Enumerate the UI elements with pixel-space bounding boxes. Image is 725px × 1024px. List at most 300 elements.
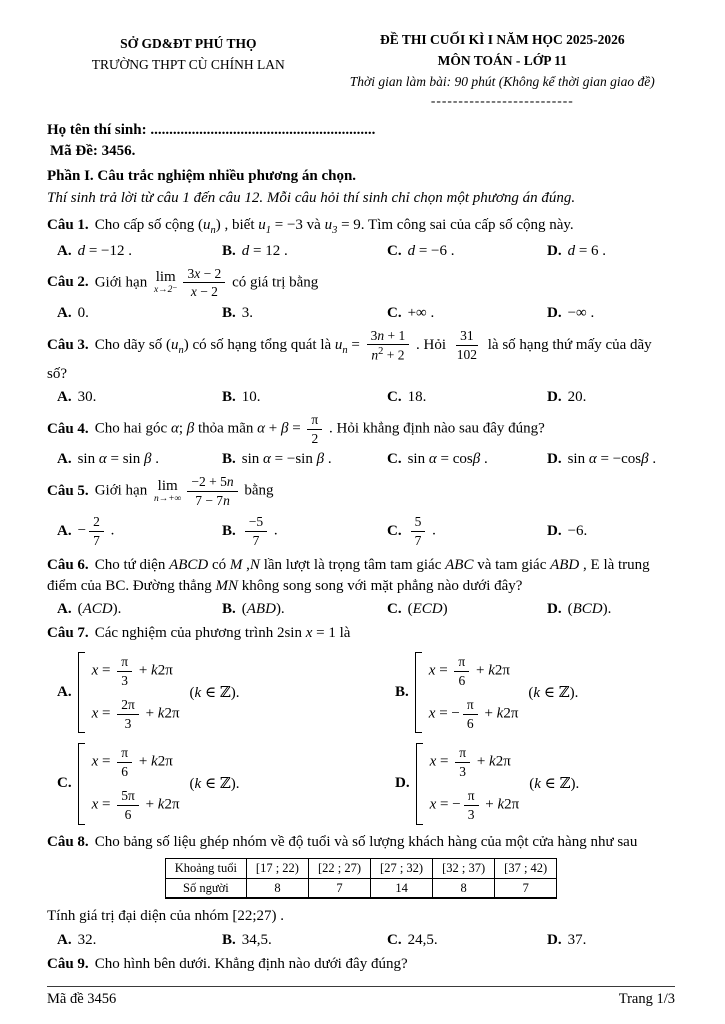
option-C — [387, 513, 547, 549]
text-run: sin — [77, 451, 99, 468]
text-run: . — [480, 451, 488, 468]
math-variable: α — [588, 451, 597, 468]
table-cell: 14 — [371, 878, 433, 898]
text-run: = −cos — [596, 451, 642, 468]
math-variable: MN — [215, 577, 239, 594]
option-B — [222, 513, 387, 549]
text-run: = 6 . — [575, 242, 607, 259]
text-run: = −3 và — [271, 216, 325, 233]
text-run: + — [472, 662, 489, 679]
text-run: = 12 . — [249, 242, 288, 259]
text-run: ). — [602, 601, 612, 618]
fraction-denominator — [463, 715, 478, 732]
option-C — [387, 305, 547, 322]
math-variable: d — [241, 242, 250, 259]
math-variable: β — [641, 451, 649, 468]
text-run: 3 — [124, 715, 132, 731]
math-variable: k — [194, 685, 202, 702]
fraction — [463, 697, 478, 731]
text-run: ) — [442, 601, 448, 618]
text-run: −6. — [567, 522, 588, 539]
math-variable: ABD — [550, 556, 580, 573]
section-1-title: Phần I. Câu trắc nghiệm nhiều phương án chọn. — [47, 168, 357, 185]
table-cell: 7 — [495, 878, 557, 898]
question-q7 — [47, 623, 675, 826]
text-run: 7 — [252, 532, 260, 548]
option-label: D. — [547, 304, 562, 321]
fraction-denominator — [249, 532, 264, 549]
text-run: , biết — [220, 216, 259, 233]
option-label: B. — [222, 242, 236, 259]
limit-subscript: n→+∞ — [153, 493, 182, 504]
math-variable: x — [91, 796, 99, 813]
text-run: = — [98, 796, 115, 813]
question-label: Câu 8. — [47, 833, 89, 850]
fraction — [455, 745, 470, 779]
question-label: Câu 5. — [47, 482, 89, 499]
text-run: + — [135, 753, 152, 770]
options-row — [47, 243, 675, 260]
math-variable: x — [91, 662, 99, 679]
text-run: = sin — [106, 451, 144, 468]
option-D — [547, 523, 675, 540]
option-C-case — [57, 741, 395, 826]
text-run: −2 + 5 — [191, 474, 227, 490]
text-run: 3 — [459, 763, 467, 779]
table-wrapper — [47, 858, 675, 900]
subscript: n — [210, 224, 216, 236]
math-variable: ECD — [412, 601, 443, 618]
math-variable: n — [226, 474, 234, 490]
options-row — [47, 513, 675, 549]
math-variable: n — [223, 492, 230, 508]
text-run: có số hạng tổng quát là — [188, 336, 335, 353]
equation-line — [430, 787, 520, 823]
text-run: π — [458, 654, 466, 670]
question-label: Câu 1. — [47, 216, 89, 233]
text-run: lần lượt là trọng tâm tam giác — [259, 556, 446, 573]
text-run: ∈ ℤ). — [540, 776, 580, 793]
fraction-numerator — [89, 514, 104, 532]
text-run: 6 — [124, 807, 132, 822]
text-run: 34,5. — [241, 931, 272, 948]
fraction-numerator — [245, 514, 267, 532]
math-variable: α — [170, 420, 179, 437]
table-row — [165, 878, 556, 898]
text-run: ( — [241, 601, 247, 618]
text-run: = −12 . — [85, 242, 133, 259]
text-run: − 2 — [200, 265, 222, 281]
text-run: = — [436, 753, 453, 770]
fraction-numerator — [455, 745, 470, 763]
math-variable: β — [186, 420, 195, 437]
math-variable: ACD — [82, 601, 113, 618]
text-run: = − — [436, 796, 461, 813]
math-variable: k — [157, 705, 165, 722]
option-B — [222, 601, 387, 618]
text-run: 31 — [460, 328, 474, 344]
fraction-denominator — [117, 763, 132, 780]
text-run: + — [481, 796, 498, 813]
fraction-denominator — [121, 715, 136, 732]
math-variable: k — [533, 685, 541, 702]
question-q6 — [47, 555, 675, 619]
text-run: . — [648, 451, 657, 468]
option-label: C. — [387, 522, 402, 539]
left-bracket — [416, 743, 423, 824]
text-run: 2π — [503, 705, 519, 722]
left-bracket — [78, 743, 85, 824]
question-prompt — [47, 954, 675, 975]
math-variable: k — [194, 776, 202, 793]
question-label: Câu 2. — [47, 274, 89, 290]
header-left-block — [47, 30, 330, 110]
math-variable: x — [429, 796, 437, 813]
fraction — [411, 514, 426, 548]
text-run: Cho hình bên dưới. Khẳng định nào dưới đây đúng? — [94, 955, 408, 972]
text-run: 2π — [504, 796, 520, 813]
text-run: + 2 — [383, 347, 405, 363]
fraction-numerator — [183, 266, 225, 284]
text-run: . — [151, 451, 159, 468]
text-run: là số hạng thứ mấy của dãy số? — [47, 336, 652, 383]
school-name: TRƯỜNG THPT CÙ CHÍNH LAN — [91, 56, 285, 72]
table-cell: [27 ; 32) — [371, 858, 433, 878]
fraction-numerator — [187, 474, 237, 492]
fraction — [245, 514, 267, 548]
option-label: C. — [387, 389, 402, 406]
fraction-denominator — [187, 283, 222, 300]
option-label: A. — [57, 304, 72, 321]
math-variable: u — [170, 336, 179, 353]
option-label: D. — [395, 775, 410, 792]
text-run: ( — [77, 601, 83, 618]
text-run: ( — [189, 685, 195, 702]
question-prompt — [47, 411, 675, 447]
text-run: , E là trung điểm của BC. Đường thẳng — [47, 556, 650, 594]
math-variable: u — [324, 216, 333, 233]
table-cell: 7 — [308, 878, 370, 898]
option-B — [222, 305, 387, 322]
options-row — [47, 601, 675, 618]
text-run: Cho tứ diện — [94, 556, 170, 573]
fraction — [117, 788, 139, 822]
math-variable: x — [91, 753, 99, 770]
text-run: + — [473, 753, 490, 770]
superscript: 2 — [378, 346, 384, 358]
text-run: + — [141, 796, 158, 813]
math-variable: x — [194, 265, 201, 281]
fraction-denominator — [411, 532, 426, 549]
text-run: 20. — [567, 389, 587, 406]
math-variable: d — [407, 242, 416, 259]
text-run: có — [208, 556, 230, 573]
text-run: + — [265, 420, 281, 437]
text-run: π — [311, 412, 319, 428]
option-label: A. — [57, 931, 72, 948]
text-run: 2π — [157, 753, 173, 770]
text-run: 6 — [121, 763, 129, 779]
option-label: C. — [387, 304, 402, 321]
fraction-numerator — [464, 788, 479, 806]
subscript: n — [178, 344, 184, 356]
math-variable: x — [305, 625, 313, 642]
text-run: ( — [567, 601, 573, 618]
text-run: , — [242, 556, 250, 573]
text-run: 102 — [456, 346, 478, 362]
math-variable: M — [229, 556, 243, 573]
fraction-denominator — [117, 672, 132, 689]
fraction — [453, 328, 481, 362]
text-run: Tính giá trị đại diện của nhóm [22;27) . — [47, 908, 285, 925]
option-label: D. — [547, 931, 562, 948]
text-run: 2 — [93, 514, 100, 530]
text-run: . Hỏi khẳng định nào sau đây đúng? — [325, 420, 545, 437]
table-cell: [17 ; 22) — [246, 858, 308, 878]
options-row — [47, 451, 675, 468]
text-run: 3 — [187, 265, 195, 281]
math-variable: β — [316, 451, 325, 468]
math-variable: k — [489, 753, 496, 770]
equation-stack — [424, 650, 519, 735]
text-run: = −sin — [270, 451, 317, 468]
exam-code-line: Mã Đề: 3456. — [50, 143, 136, 160]
options-row — [47, 305, 675, 322]
text-run: = − — [435, 705, 460, 722]
equation-line — [430, 744, 520, 780]
math-variable: β — [143, 451, 152, 468]
text-run: 37. — [567, 931, 587, 948]
table-row — [165, 858, 556, 878]
text-run: = — [288, 420, 305, 437]
text-run: ( — [407, 601, 413, 618]
limit-operator — [154, 479, 181, 505]
question-prompt — [47, 215, 675, 239]
option-C — [387, 451, 547, 468]
math-variable: ABD — [246, 601, 276, 618]
text-run: ( — [528, 685, 534, 702]
math-variable: k — [497, 796, 505, 813]
fraction — [464, 788, 479, 822]
footer-page-number: Trang 1/3 — [618, 991, 675, 1007]
text-run: ) — [215, 216, 221, 233]
math-variable: n — [377, 327, 385, 343]
text-run: = — [98, 662, 115, 679]
question-q3 — [47, 327, 675, 407]
fraction-denominator — [367, 345, 408, 363]
option-B — [222, 932, 387, 949]
text-run: ( — [198, 216, 204, 233]
fraction — [89, 514, 104, 548]
fraction-numerator — [411, 514, 426, 532]
math-variable: ABC — [445, 556, 474, 573]
math-variable: d — [77, 242, 86, 259]
subscript: 1 — [265, 224, 272, 236]
fraction — [307, 412, 322, 446]
text-run: − 2 — [196, 284, 218, 300]
equation-line — [429, 696, 519, 732]
option-label: C. — [387, 931, 402, 948]
text-run: Giới hạn — [94, 274, 151, 290]
text-run: thỏa mãn — [194, 420, 258, 437]
text-run: = −6 . — [415, 242, 455, 259]
question-label: Câu 6. — [47, 556, 89, 573]
text-run: bằng — [240, 482, 274, 499]
student-name-line: Họ tên thí sinh: ............................................................ — [47, 121, 376, 138]
option-label: C. — [387, 242, 402, 259]
exam-duration: Thời gian làm bài: 90 phút (Không kể thời gian giao đề) — [349, 73, 655, 89]
fraction-denominator — [121, 806, 136, 823]
option-C — [387, 243, 547, 260]
option-D — [547, 243, 675, 260]
text-run: = 9. Tìm công sai của cấp số cộng này. — [337, 216, 574, 233]
option-label: C. — [387, 451, 402, 468]
text-run: ). — [112, 601, 122, 618]
text-run: ∈ ℤ). — [201, 776, 240, 793]
text-run: ∈ ℤ). — [201, 685, 240, 702]
option-label: D. — [547, 601, 562, 618]
text-run: Cho cấp số cộng — [94, 216, 199, 233]
text-run: π — [459, 745, 467, 761]
fraction-denominator — [89, 532, 104, 549]
student-info — [47, 120, 675, 164]
frequency-table — [165, 858, 557, 900]
integer-domain-note — [190, 683, 240, 702]
question-label: Câu 4. — [47, 420, 89, 437]
option-label: D. — [547, 242, 562, 259]
option-A — [57, 513, 222, 549]
question-q5 — [47, 473, 675, 549]
question-q1 — [47, 215, 675, 260]
fraction-numerator — [454, 654, 469, 672]
text-run: 32. — [77, 931, 97, 948]
math-variable: BCD — [572, 601, 603, 618]
fraction — [367, 328, 410, 364]
math-variable: β — [472, 451, 481, 468]
text-run: . — [428, 522, 436, 539]
header-divider: -------------------------- — [430, 93, 574, 109]
math-variable: α — [428, 451, 437, 468]
text-run: = — [435, 662, 452, 679]
math-variable: k — [488, 662, 495, 679]
equation-stack — [87, 650, 180, 735]
text-run: 3 — [370, 327, 378, 343]
limit-subscript: x→2⁻ — [153, 284, 178, 295]
text-run: ∈ ℤ). — [540, 685, 579, 702]
option-C — [387, 601, 547, 618]
text-run: 5π — [121, 788, 135, 804]
option-label: D. — [547, 389, 562, 406]
text-run: 0. — [77, 304, 89, 321]
footer-exam-code: Mã đề 3456 — [47, 991, 117, 1007]
equation-stack — [425, 741, 520, 826]
equation-line — [92, 787, 180, 823]
text-run: Cho hai góc — [94, 420, 171, 437]
fraction-numerator — [307, 412, 322, 430]
fraction-numerator — [117, 788, 139, 806]
question-q4 — [47, 411, 675, 468]
text-run: = — [98, 753, 115, 770]
fraction — [117, 654, 132, 688]
question-q9 — [47, 954, 675, 975]
text-run: − — [77, 522, 87, 539]
text-run: π — [121, 745, 129, 761]
math-variable: k — [496, 705, 504, 722]
fraction-denominator — [453, 346, 481, 363]
text-run: +∞ . — [407, 304, 435, 321]
question-subtext — [47, 905, 675, 928]
text-run: Giới hạn — [94, 482, 151, 499]
text-run: Cho bảng số liệu ghép nhóm về độ tuổi và số lượng khách hàng của một cửa hàng như sau — [94, 833, 638, 850]
option-D — [547, 389, 675, 406]
question-prompt — [47, 555, 675, 598]
math-variable: n — [371, 347, 379, 363]
exam-header — [47, 30, 675, 110]
option-label: A. — [57, 684, 72, 701]
text-run: 7 — [414, 532, 422, 548]
text-run: 18. — [407, 389, 427, 406]
text-run: = 1 là — [312, 625, 351, 642]
table-cell: 8 — [433, 878, 495, 898]
text-run: 2 — [311, 430, 319, 446]
text-run: . — [106, 522, 115, 539]
fraction — [187, 474, 237, 508]
math-variable: α — [263, 451, 271, 468]
text-run: ( — [165, 336, 171, 353]
option-B-case — [395, 650, 675, 735]
text-run: ; — [178, 420, 187, 437]
text-run: . — [324, 451, 332, 468]
option-label: B. — [222, 931, 236, 948]
option-label: D. — [547, 451, 562, 468]
limit-word: lim — [155, 268, 176, 285]
option-label: D. — [547, 522, 562, 539]
text-run: 10. — [241, 389, 261, 406]
question-label: Câu 9. — [47, 955, 89, 972]
text-run: Cho dãy số — [94, 336, 166, 353]
option-A-case — [57, 650, 395, 735]
text-run: 3 — [467, 807, 475, 822]
text-run: −5 — [248, 514, 264, 530]
options-row — [47, 389, 675, 406]
option-D-case — [395, 741, 675, 826]
text-run: 30. — [77, 389, 97, 406]
math-variable: x — [428, 662, 436, 679]
text-run: không song song với mặt phẳng nào dưới đây? — [238, 577, 523, 594]
option-label: B. — [222, 601, 236, 618]
math-variable: k — [151, 662, 158, 679]
text-run: 5 — [414, 514, 422, 530]
text-run: ) — [183, 336, 189, 353]
table-cell: 8 — [246, 878, 308, 898]
text-run: + 1 — [384, 327, 406, 343]
option-B — [222, 451, 387, 468]
text-run: + — [135, 662, 152, 679]
left-bracket — [415, 652, 422, 733]
question-prompt — [47, 265, 675, 301]
fraction — [183, 266, 225, 300]
math-variable: x — [429, 753, 437, 770]
math-variable: N — [249, 556, 260, 573]
option-label: B. — [222, 389, 236, 406]
text-run: 3. — [241, 304, 254, 321]
fraction-denominator — [307, 430, 322, 447]
text-run: . — [270, 522, 278, 539]
text-run: 2π — [164, 796, 180, 813]
fraction-denominator — [454, 672, 469, 689]
section-1-instructions: Thí sinh trả lời từ câu 1 đến câu 12. Mỗi câu hỏi thí sinh chỉ chọn một phương án đúng. — [47, 189, 576, 206]
subscript: 3 — [332, 224, 338, 236]
